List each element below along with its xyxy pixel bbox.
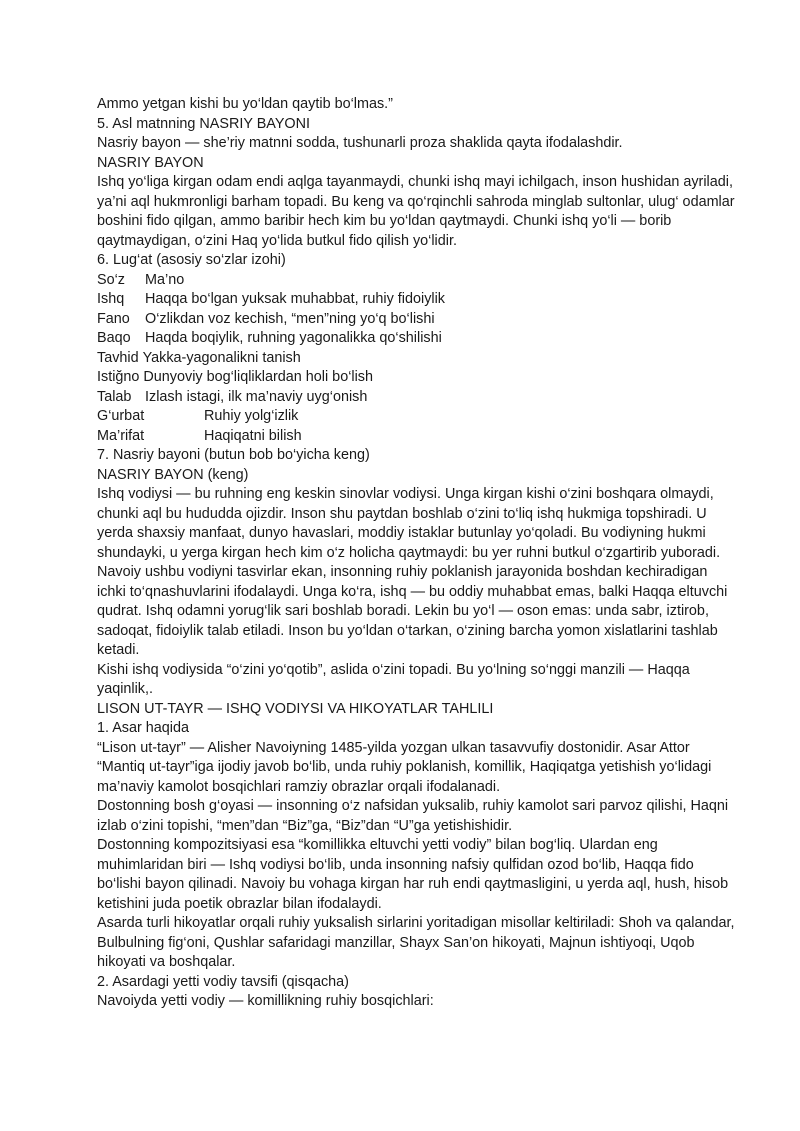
glossary-word: Istiğno: [97, 369, 140, 385]
lison-paragraph-1: “Lison ut-tayr” — Alisher Navoiyning 1485-yilda yozgan ulkan tasavvufiy dostonidir. Asar Attor “Mantiq ut-tayr”iga ijodiy javob bo‘lib, unda ruhiy poklanish, komillik, Haqiqatga yetishish yo‘lidagi ma’naviy kamolot bosqichlari ramziy obrazlar orqali ifodalanadi.: [97, 739, 712, 795]
glossary-row: [97, 368, 740, 388]
glossary-word: Ishq: [97, 291, 125, 307]
lison-section-1-heading: 1. Asar haqida: [97, 720, 190, 736]
section-7-paragraph-2: Navoiy ushbu vodiyni tasvirlar ekan, insonning ruhiy poklanish jarayonida boshdan kechiradigan ichki to‘qnashuvlarini ifodalaydi. Unga ko‘ra, ishq — bu oddiy muhabbat emas, balki Haqqa eltuvchi qudrat. Ishq odamni yorug‘lik sari boshlab boradi. Lekin bu yo‘l — oson emas: unda sabr, iztirob, sadoqat, fidoiylik talab etiladi. Inson bu yo‘ldan o‘tarkan, o‘zining barcha yomon xislatlarini tashlab ketadi.: [97, 564, 728, 658]
lison-section-2-intro: Navoiyda yetti vodiy — komillikning ruhiy bosqichlari:: [97, 993, 434, 1009]
glossary-meaning: Dunyoviy bog‘liqliklardan holi bo‘lish: [143, 369, 373, 385]
section-7-paragraph-1: Ishq vodiysi — bu ruhning eng keskin sinovlar vodiysi. Unga kirgan kishi o‘zini boshqara olmaydi, chunki aql bu hududda ojizdir. Inson shu paytdan boshlab o‘zini to‘liq ishq hukmiga topshiradi. U yerda shaxsiy manfaat, dunyo havaslari, moddiy istaklar butunlay yo‘qoladi. Bu vodiyning hukmi shundayki, u yerga kirgan hech kim o‘z holicha qaytmaydi: bu yer ruhni butkul o‘zgartirib yuboradi.: [97, 486, 721, 561]
glossary-meaning: Yakka-yagonalikni tanish: [142, 349, 301, 366]
glossary-row: [97, 290, 740, 310]
glossary-row: [97, 388, 740, 408]
glossary-word: Fano: [97, 310, 130, 327]
glossary-meaning: Ruhiy yolg‘izlik: [204, 408, 299, 424]
glossary-header-word: So‘z: [97, 271, 125, 288]
section-5-heading: 5. Asl matnning NASRIY BAYONI: [97, 115, 311, 132]
glossary-row: [97, 349, 740, 369]
lison-section-2-heading: 2. Asardagi yetti vodiy tavsifi (qisqacha): [97, 973, 349, 990]
section-6-heading: 6. Lug‘at (asosiy so‘zlar izohi): [97, 252, 286, 268]
section-5-paragraph: Ishq yo‘liga kirgan odam endi aqlga tayanmaydi, chunki ishq mayi ichilgach, inson hushidan ayriladi, ya’ni aql hukmronligi barham topadi. Bu keng va qo‘rqinchli sahroda minglab sultonlar, ulug‘ odamlar boshini fido qilgan, ammo baribir hech kim bu yo‘ldan qaytmaydi. Chunki ishq yo‘li — borib qaytmaydigan, o‘zini Haq yo‘lida butkul fido qilish yo‘lidir.: [97, 174, 735, 249]
glossary-meaning: Haqda boqiylik, ruhning yagonalikka qo‘shilishi: [145, 330, 442, 346]
section-5-definition: Nasriy bayon — she’riy matnni sodda, tushunarli proza shaklida qayta ifodalashdir.: [97, 135, 623, 151]
glossary-word: Ma’rifat: [97, 427, 145, 444]
lison-title: LISON UT-TAYR — ISHQ VODIYSI VA HIKOYATLAR TAHLILI: [97, 700, 494, 717]
intro-tail: Ammo yetgan kishi bu yo‘ldan qaytib bo‘lmas.”: [97, 96, 393, 112]
glossary-meaning: Haqiqatni bilish: [204, 427, 302, 444]
glossary-row: [97, 407, 740, 427]
glossary-meaning: Izlash istagi, ilk ma’naviy uyg‘onish: [145, 388, 368, 405]
section-7-heading: 7. Nasriy bayoni (butun bob bo‘yicha keng): [97, 447, 370, 463]
glossary-word: Baqo: [97, 330, 131, 346]
glossary-meaning: O‘zlikdan voz kechish, “men”ning yo‘q bo‘lishi: [145, 310, 435, 327]
section-5-subheading: NASRIY BAYON: [97, 154, 204, 171]
lison-paragraph-4: Asarda turli hikoyatlar orqali ruhiy yuksalish sirlarini yoritadigan misollar keltiriladi: Shoh va qalandar, Bulbulning fig‘oni, Qushlar safaridagi manzillar, Shayx San’on hikoyati, Majnun ishtiyoqi, Uqob hikoyati va boshqalar.: [97, 915, 735, 970]
glossary-header-row: [97, 271, 740, 291]
glossary-word: Talab: [97, 388, 132, 405]
glossary-row: [97, 329, 740, 349]
glossary-header-meaning: Ma’no: [145, 271, 185, 288]
section-7-subheading: NASRIY BAYON (keng): [97, 466, 249, 483]
glossary-row: [97, 310, 740, 330]
glossary-row: [97, 427, 740, 447]
glossary-meaning: Haqqa bo‘lgan yuksak muhabbat, ruhiy fidoiylik: [145, 291, 445, 307]
lison-paragraph-2: Dostonning bosh g‘oyasi — insonning o‘z nafsidan yuksalib, ruhiy kamolot sari parvoz qilishi, Haqni izlab o‘zini topishi, “men”dan “Biz”ga, “Biz”dan “U”ga yetishishidir.: [97, 798, 729, 834]
section-7-paragraph-3: Kishi ishq vodiysida “o‘zini yo‘qotib”, aslida o‘zini topadi. Bu yo‘lning so‘nggi manzili — Haqqa yaqinlik,.: [97, 661, 690, 697]
glossary-word: Tavhid: [97, 349, 139, 366]
lison-paragraph-3: Dostonning kompozitsiyasi esa “komillikka eltuvchi yetti vodiy” bilan bog‘liq. Ulardan eng muhimlaridan biri — Ishq vodiysi bo‘lib, unda insonning nafsiy qulfidan ozod bo‘lib, Haqqa fido bo‘lishi bayon qilinadi. Navoiy bu vohaga kirgan har ruh endi qaytmasligini, u yerda aql, hush, hisob ketishini juda poetik obrazlar bilan ifodalaydi.: [97, 837, 729, 912]
glossary-word: G‘urbat: [97, 408, 145, 424]
